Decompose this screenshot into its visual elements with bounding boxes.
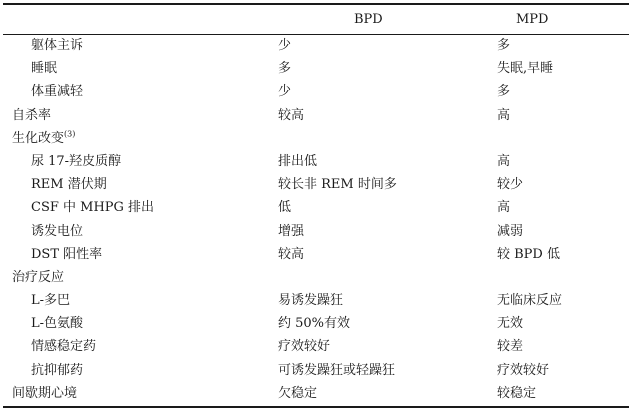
row-bpd-value: 多 (278, 61, 292, 77)
table-row (0, 105, 633, 128)
row-label-text: DST 阳性率 (31, 246, 103, 262)
table-row (0, 58, 633, 81)
row-label (12, 131, 75, 147)
row-bpd-value: 增强 (278, 223, 305, 239)
table-row (0, 81, 633, 104)
row-bpd-value: 较长非 REM 时间多 (278, 177, 397, 193)
table-row (0, 35, 633, 58)
row-label-text: 诱发电位 (31, 223, 84, 239)
row-label (31, 363, 83, 379)
row-mpd-value: 疗效较好 (497, 362, 550, 378)
row-bpd-value: 排出低 (278, 153, 318, 169)
table-bottom-rule (3, 406, 629, 408)
row-mpd-value: 无效 (497, 316, 524, 332)
row-bpd-value: 易诱发躁狂 (278, 293, 344, 309)
row-label (31, 177, 107, 193)
row-label-text: 生化改变 (12, 130, 65, 146)
row-label-text: 自杀率 (12, 107, 52, 123)
row-mpd-value: 较 BPD 低 (497, 246, 560, 262)
row-label (12, 108, 51, 124)
header-mpd: MPD (516, 12, 549, 27)
row-bpd-value: 较高 (278, 107, 305, 123)
row-label (31, 154, 121, 170)
row-bpd-value: 少 (278, 38, 292, 53)
row-label-text: 尿 17-羟皮质醇 (31, 153, 122, 169)
table-body (0, 35, 633, 406)
row-bpd-value: 约 50%有效 (278, 316, 351, 332)
row-label (12, 386, 77, 402)
row-bpd-value: 疗效较好 (278, 339, 331, 355)
row-label (12, 270, 64, 286)
table-row (0, 197, 633, 220)
row-label (31, 224, 83, 240)
row-mpd-value: 失眠,早睡 (497, 61, 554, 77)
row-label (31, 247, 102, 263)
table-row (0, 383, 633, 406)
row-mpd-value: 高 (497, 200, 511, 216)
row-label-text: CSF 中 MHPG 排出 (31, 200, 155, 216)
table-row (0, 244, 633, 267)
row-mpd-value: 较少 (497, 177, 524, 193)
row-label-text: REM 潜伏期 (31, 177, 107, 193)
table-row (0, 128, 633, 151)
row-label-text: 体重减轻 (31, 84, 84, 100)
row-label (31, 200, 154, 216)
row-label-text: 间歇期心境 (12, 385, 78, 401)
row-mpd-value: 减弱 (497, 223, 524, 239)
table-row (0, 267, 633, 290)
table-row (0, 336, 633, 359)
row-mpd-value: 高 (497, 107, 511, 123)
row-bpd-value: 较高 (278, 246, 305, 262)
row-label (31, 61, 57, 77)
header-bpd: BPD (354, 12, 383, 27)
row-mpd-value: 较稳定 (497, 385, 537, 401)
row-label-text: 躯体主诉 (31, 38, 84, 53)
row-label-text: L-色氨酸 (31, 316, 84, 332)
row-bpd-value: 低 (278, 200, 292, 216)
row-label (31, 38, 83, 54)
row-mpd-value: 无临床反应 (497, 293, 563, 309)
row-mpd-value: 较差 (497, 339, 524, 355)
row-label-text: L-多巴 (31, 293, 71, 309)
table-row (0, 360, 633, 383)
row-label-reference: (3) (64, 129, 76, 139)
table-row (0, 290, 633, 313)
row-label-text: 抗抑郁药 (31, 362, 84, 378)
table-row (0, 174, 633, 197)
row-label (31, 293, 70, 309)
row-mpd-value: 高 (497, 153, 511, 169)
row-label (31, 339, 96, 355)
row-bpd-value: 可诱发躁狂或轻躁狂 (278, 362, 396, 378)
table-row (0, 313, 633, 336)
row-label (31, 316, 83, 332)
row-mpd-value: 多 (497, 84, 511, 100)
table-row (0, 151, 633, 174)
row-label-text: 情感稳定药 (31, 339, 97, 355)
row-bpd-value: 少 (278, 84, 292, 100)
row-label (31, 84, 83, 100)
table-header-row (0, 4, 633, 34)
row-bpd-value: 欠稳定 (278, 385, 318, 401)
row-label-text: 睡眠 (31, 61, 58, 77)
row-label-text: 治疗反应 (12, 269, 65, 285)
table-row (0, 221, 633, 244)
row-mpd-value: 多 (497, 38, 511, 53)
